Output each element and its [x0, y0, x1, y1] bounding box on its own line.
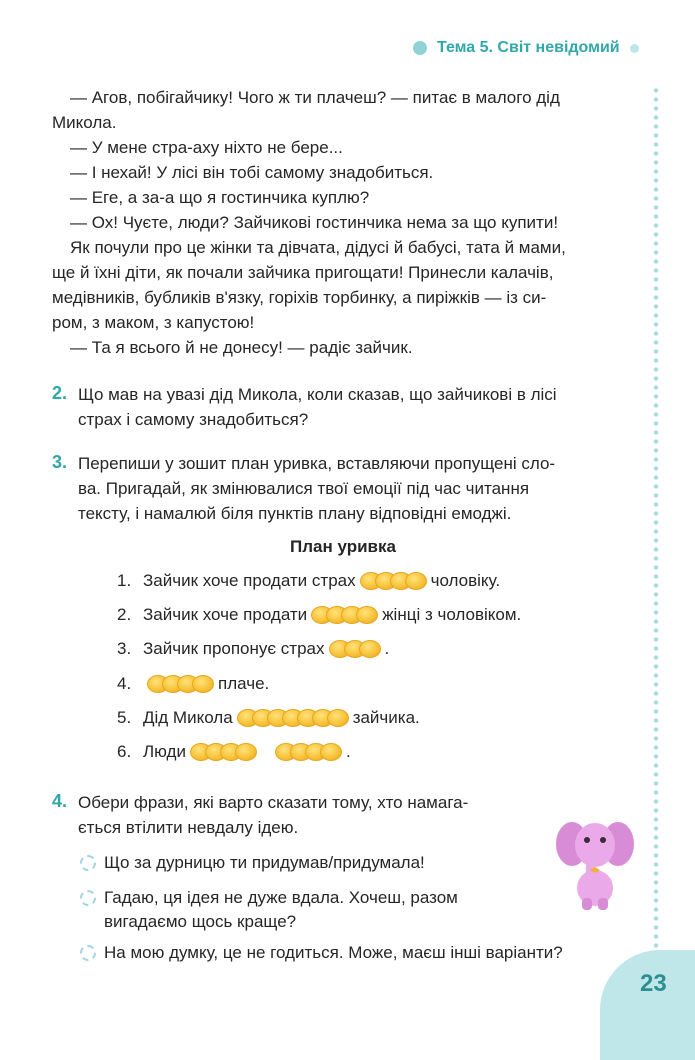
plan-item-number: 4. — [117, 674, 132, 693]
story-line: — Агов, побігайчику! Чого ж ти плачеш? — питає в малого дід — [70, 88, 560, 107]
story-line: Микола. — [52, 113, 117, 132]
plan-item-number: 5. — [117, 708, 132, 727]
plan-item — [117, 672, 269, 696]
task-number: 4. — [52, 791, 68, 811]
plan-item — [117, 706, 420, 730]
plan-item-text: Люди — [143, 742, 186, 761]
task-text: тексту, і намалюй біля пунктів плану відповідні емоджі. — [78, 504, 512, 523]
story-line: — У мене стра-аху ніхто не бере... — [70, 138, 343, 157]
missing-word-coins-icon — [329, 638, 381, 660]
task-text: Що мав на увазі дід Микола, коли сказав, що зайчикові в лісі — [78, 385, 557, 404]
missing-word-coins-icon — [360, 570, 427, 592]
plan-item-text: Дід Микола — [143, 708, 233, 727]
task-text: страх і самому знадобиться? — [78, 410, 309, 429]
plan-item-text: . — [345, 742, 351, 761]
story-line: — І нехай! У лісі він тобі самому знадобиться. — [70, 163, 434, 182]
page-number-badge — [600, 950, 695, 1060]
plan-item-text: жінці з чоловіком. — [382, 605, 522, 624]
header-dot-small-icon — [630, 44, 639, 53]
option-item[interactable] — [80, 886, 458, 934]
plan-item-number: 1. — [117, 571, 132, 590]
plan-item-text: Зайчик хоче продати страх — [143, 571, 356, 590]
plan-item-number: 6. — [117, 742, 132, 761]
plan-item — [117, 569, 500, 593]
option-text: вигадаємо щось краще? — [104, 912, 297, 931]
story-line: медівників, бубликів в'язку, горіхів торбинку, а пиріжків — із си- — [52, 288, 547, 307]
option-text: На мою думку, це не годиться. Може, маєш інші варіанти? — [104, 943, 563, 962]
flower-bullet-icon — [80, 855, 96, 871]
plan-item-text: . — [384, 639, 390, 658]
story-line: — Еге, а за-а що я гостинчика куплю? — [70, 188, 370, 207]
task-number: 3. — [52, 452, 68, 472]
task-text: ється втілити невдалу ідею. — [78, 818, 299, 837]
elephant-icon — [552, 810, 638, 910]
dotted-margin-line — [653, 86, 659, 956]
option-text: Що за дурницю ти придумав/придумала! — [104, 853, 425, 872]
plan-item-text: плаче. — [218, 674, 270, 693]
plan-item-number: 3. — [117, 639, 132, 658]
plan-item-number: 2. — [117, 605, 132, 624]
task-text: Обери фрази, які варто сказати тому, хто намага- — [78, 793, 469, 812]
flower-bullet-icon — [80, 945, 96, 961]
topic-title: Тема 5. Світ невідомий — [437, 39, 620, 56]
missing-word-coins-icon — [275, 741, 342, 763]
elephant-illustration — [552, 810, 638, 910]
page-number: 23 — [640, 970, 667, 997]
header-dot-icon — [413, 41, 427, 55]
task-text: ва. Пригадай, як змінювалися твої емоції під час читання — [78, 479, 530, 498]
plan-item-text: Зайчик хоче продати — [143, 605, 308, 624]
missing-word-coins-icon — [147, 673, 214, 695]
page-header — [413, 36, 683, 60]
missing-word-coins-icon — [190, 741, 257, 763]
plan-item-text: зайчика. — [352, 708, 420, 727]
option-item[interactable] — [80, 941, 563, 965]
story-line: ром, з маком, з капустою! — [52, 313, 255, 332]
plan-item-text: Зайчик пропонує страх — [143, 639, 325, 658]
plan-title: План уривка — [290, 537, 396, 556]
task-number: 2. — [52, 383, 68, 403]
plan-item — [117, 740, 351, 764]
missing-word-coins-icon — [237, 707, 349, 729]
flower-bullet-icon — [80, 890, 96, 906]
missing-word-coins-icon — [311, 604, 378, 626]
story-line: — Та я всього й не донесу! — радіє зайчик. — [70, 338, 413, 357]
plan-item — [117, 603, 521, 627]
option-text: Гадаю, ця ідея не дуже вдала. Хочеш, разом — [104, 888, 458, 907]
option-item[interactable] — [80, 851, 425, 875]
story-line: ще й їхні діти, як почали зайчика пригощати! Принесли калачів, — [52, 263, 554, 282]
plan-item-text: чоловіку. — [430, 571, 501, 590]
story-line: Як почули про це жінки та дівчата, дідусі й бабусі, тата й мами, — [70, 238, 566, 257]
task-text: Перепиши у зошит план уривка, вставляючи пропущені сло- — [78, 454, 556, 473]
plan-item — [117, 637, 389, 661]
story-line: — Ох! Чуєте, люди? Зайчикові гостинчика нема за що купити! — [70, 213, 559, 232]
